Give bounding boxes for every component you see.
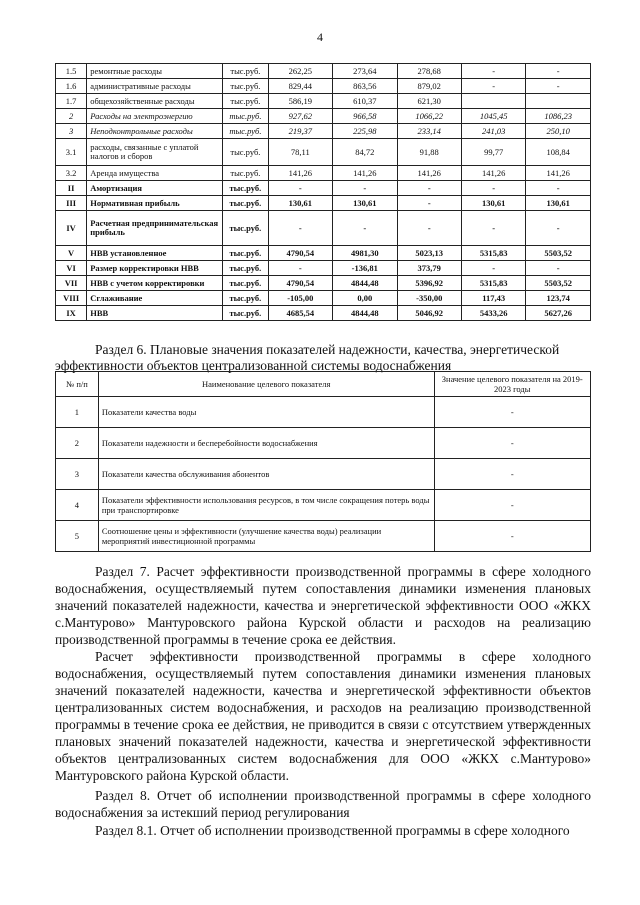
row-value: 863,56	[333, 79, 397, 94]
row-value: 4981,30	[333, 246, 397, 261]
row-unit: тыс.руб.	[223, 109, 268, 124]
indicator-name: Показатели надежности и бесперебойности водоснабжения	[98, 428, 434, 459]
row-value: 0,00	[333, 291, 397, 306]
table-row	[56, 428, 591, 459]
row-value: 78,11	[268, 139, 332, 166]
row-value: 99,77	[461, 139, 525, 166]
table-row	[56, 459, 591, 490]
row-name: Нормативная прибыль	[87, 196, 223, 211]
row-code: VI	[56, 261, 87, 276]
row-value: 927,62	[268, 109, 332, 124]
column-header: Значение целевого показателя на 2019-2023 годы	[434, 372, 590, 397]
column-header: № п/п	[56, 372, 99, 397]
row-unit: тыс.руб.	[223, 64, 268, 79]
row-number: 4	[56, 490, 99, 521]
row-unit: тыс.руб.	[223, 276, 268, 291]
row-value: 5023,13	[397, 246, 461, 261]
table-header-row	[56, 372, 591, 397]
row-code: 1.7	[56, 94, 87, 109]
table-row	[56, 109, 591, 124]
row-value	[461, 94, 525, 109]
row-name: Расходы на электроэнергию	[87, 109, 223, 124]
row-value: -	[268, 181, 332, 196]
row-code: 3.1	[56, 139, 87, 166]
indicator-name: Соотношение цены и эффективности (улучшение качества воды) реализации мероприятий инвестиционной программы	[98, 521, 434, 552]
row-name: Неподконтрольные расходы	[87, 124, 223, 139]
row-name: Размер корректировки НВВ	[87, 261, 223, 276]
table-row	[56, 166, 591, 181]
table-row	[56, 79, 591, 94]
table-row	[56, 261, 591, 276]
row-name: Сглаживание	[87, 291, 223, 306]
row-code: 1.5	[56, 64, 87, 79]
row-value: 123,74	[526, 291, 591, 306]
row-value: 91,88	[397, 139, 461, 166]
table-row	[56, 521, 591, 552]
row-value: -	[526, 181, 591, 196]
row-name: ремонтные расходы	[87, 64, 223, 79]
row-value: 219,37	[268, 124, 332, 139]
row-value: -	[526, 261, 591, 276]
row-value: -	[333, 211, 397, 246]
row-value: 5315,83	[461, 276, 525, 291]
row-value: 141,26	[526, 166, 591, 181]
row-value: 117,43	[461, 291, 525, 306]
row-unit: тыс.руб.	[223, 124, 268, 139]
row-value: -	[526, 64, 591, 79]
row-value: 966,58	[333, 109, 397, 124]
row-value: 250,10	[526, 124, 591, 139]
indicators-table	[55, 371, 591, 552]
row-unit: тыс.руб.	[223, 246, 268, 261]
table-row	[56, 139, 591, 166]
indicator-name: Показатели эффективности использования ресурсов, в том числе сокращения потерь воды при транспортировке	[98, 490, 434, 521]
row-code: III	[56, 196, 87, 211]
row-value: 879,02	[397, 79, 461, 94]
indicator-value: -	[434, 521, 590, 552]
row-value: -	[268, 211, 332, 246]
row-value: -	[397, 211, 461, 246]
row-value: 225,98	[333, 124, 397, 139]
row-value: 141,26	[397, 166, 461, 181]
row-value: 373,79	[397, 261, 461, 276]
table-row	[56, 94, 591, 109]
table-row	[56, 211, 591, 246]
row-unit: тыс.руб.	[223, 306, 268, 321]
indicator-value: -	[434, 397, 590, 428]
table-row	[56, 196, 591, 211]
row-number: 2	[56, 428, 99, 459]
table-row	[56, 291, 591, 306]
row-number: 5	[56, 521, 99, 552]
row-value: 130,61	[268, 196, 332, 211]
row-value: -105,00	[268, 291, 332, 306]
row-value: 141,26	[461, 166, 525, 181]
row-name: Расчетная предпринимательская прибыль	[87, 211, 223, 246]
row-value: 586,19	[268, 94, 332, 109]
table-row	[56, 64, 591, 79]
row-value: -350,00	[397, 291, 461, 306]
row-value: 5503,52	[526, 276, 591, 291]
row-value: 5046,92	[397, 306, 461, 321]
row-value: -	[461, 79, 525, 94]
row-unit: тыс.руб.	[223, 166, 268, 181]
row-value: -	[397, 181, 461, 196]
row-value: -136,81	[333, 261, 397, 276]
row-value: -	[333, 181, 397, 196]
row-value: 1086,23	[526, 109, 591, 124]
page-number: 4	[317, 30, 323, 44]
row-value: 241,03	[461, 124, 525, 139]
row-value: 141,26	[333, 166, 397, 181]
row-value: 130,61	[461, 196, 525, 211]
row-unit: тыс.руб.	[223, 196, 268, 211]
section-7-detail-paragraph: Расчет эффективности производственной программы в сфере холодного водоснабжения, осуществляемый путем сопоставления динамики изменения плановых значений показателей надежности, качества и энергетической эффективности объектов централизованных систем водоснабжения, и расходов на реализацию производственной программы в течение срока ее действия, не приводится в связи с отсутствием утвержденных плановых значений показателей надежности, качества и энергетической эффективности объектов централизованных систем водоснабжения для ООО «ЖКХ с.Мантурово» Мантуровского района Курской области.	[55, 649, 591, 783]
section-8-1-paragraph: Раздел 8.1. Отчет об исполнении производственной программы в сфере холодного	[95, 823, 570, 838]
row-value: -	[461, 181, 525, 196]
row-value: 273,64	[333, 64, 397, 79]
row-value: 141,26	[268, 166, 332, 181]
indicator-value: -	[434, 459, 590, 490]
row-value: 4685,54	[268, 306, 332, 321]
row-unit: тыс.руб.	[223, 291, 268, 306]
row-code: 1.6	[56, 79, 87, 94]
row-value: -	[268, 261, 332, 276]
row-code: II	[56, 181, 87, 196]
row-code: VII	[56, 276, 87, 291]
row-value: 5315,83	[461, 246, 525, 261]
row-value: 278,68	[397, 64, 461, 79]
table-row	[56, 490, 591, 521]
column-header: Наименование целевого показателя	[98, 372, 434, 397]
row-value: 5627,26	[526, 306, 591, 321]
row-value: -	[461, 211, 525, 246]
row-value: 1045,45	[461, 109, 525, 124]
section-7-paragraph: Раздел 7. Расчет эффективности производственной программы в сфере холодного водоснабжения, осуществляемый путем сопоставления динамики изменения плановых значений показателей надежности, качества и энергетической эффективности ООО «ЖКХ с.Мантурово» Мантуровского района Курской области и расходов на реализацию производственной программы в течение срока ее действия.	[55, 564, 591, 647]
row-value: 130,61	[526, 196, 591, 211]
row-name: НВВ	[87, 306, 223, 321]
table-row	[56, 181, 591, 196]
row-name: НВВ с учетом корректировки	[87, 276, 223, 291]
row-number: 3	[56, 459, 99, 490]
row-value: 4790,54	[268, 246, 332, 261]
financial-table	[55, 63, 591, 321]
row-value: 233,14	[397, 124, 461, 139]
row-unit: тыс.руб.	[223, 181, 268, 196]
table-row	[56, 124, 591, 139]
section-8-paragraph: Раздел 8. Отчет об исполнении производственной программы в сфере холодного водоснабжения за истекший период регулирования	[55, 788, 591, 820]
indicator-name: Показатели качества обслуживания абонентов	[98, 459, 434, 490]
table-row	[56, 246, 591, 261]
row-value	[526, 94, 591, 109]
row-value: 829,44	[268, 79, 332, 94]
row-code: IX	[56, 306, 87, 321]
row-code: VIII	[56, 291, 87, 306]
row-code: IV	[56, 211, 87, 246]
row-name: НВВ установленное	[87, 246, 223, 261]
table-row	[56, 276, 591, 291]
row-name: расходы, связанные с уплатой налогов и сборов	[87, 139, 223, 166]
row-unit: тыс.руб.	[223, 211, 268, 246]
row-value: 4790,54	[268, 276, 332, 291]
row-value: 5503,52	[526, 246, 591, 261]
row-unit: тыс.руб.	[223, 94, 268, 109]
row-unit: тыс.руб.	[223, 261, 268, 276]
row-unit: тыс.руб.	[223, 139, 268, 166]
row-value: 5433,26	[461, 306, 525, 321]
row-value: 130,61	[333, 196, 397, 211]
indicator-value: -	[434, 428, 590, 459]
row-name: Аренда имущества	[87, 166, 223, 181]
row-value: 621,30	[397, 94, 461, 109]
row-value: -	[397, 196, 461, 211]
indicator-name: Показатели качества воды	[98, 397, 434, 428]
row-value: 4844,48	[333, 276, 397, 291]
row-code: 3	[56, 124, 87, 139]
row-name: Амортизация	[87, 181, 223, 196]
row-unit: тыс.руб.	[223, 79, 268, 94]
row-value: 108,84	[526, 139, 591, 166]
indicator-value: -	[434, 490, 590, 521]
row-name: административные расходы	[87, 79, 223, 94]
row-value: 262,25	[268, 64, 332, 79]
table-row	[56, 306, 591, 321]
row-value: -	[526, 79, 591, 94]
row-value: -	[526, 211, 591, 246]
row-value: 610,37	[333, 94, 397, 109]
row-code: 3.2	[56, 166, 87, 181]
row-value: 5396,92	[397, 276, 461, 291]
row-value: 1066,22	[397, 109, 461, 124]
row-value: 84,72	[333, 139, 397, 166]
row-name: общехозяйственные расходы	[87, 94, 223, 109]
row-value: -	[461, 64, 525, 79]
table-row	[56, 397, 591, 428]
row-value: 4844,48	[333, 306, 397, 321]
row-number: 1	[56, 397, 99, 428]
row-code: V	[56, 246, 87, 261]
section-6-title: Раздел 6. Плановые значения показателей надежности, качества, энергетической эффективности объектов централизованной системы водоснабжения	[55, 342, 560, 373]
row-value: -	[461, 261, 525, 276]
row-code: 2	[56, 109, 87, 124]
